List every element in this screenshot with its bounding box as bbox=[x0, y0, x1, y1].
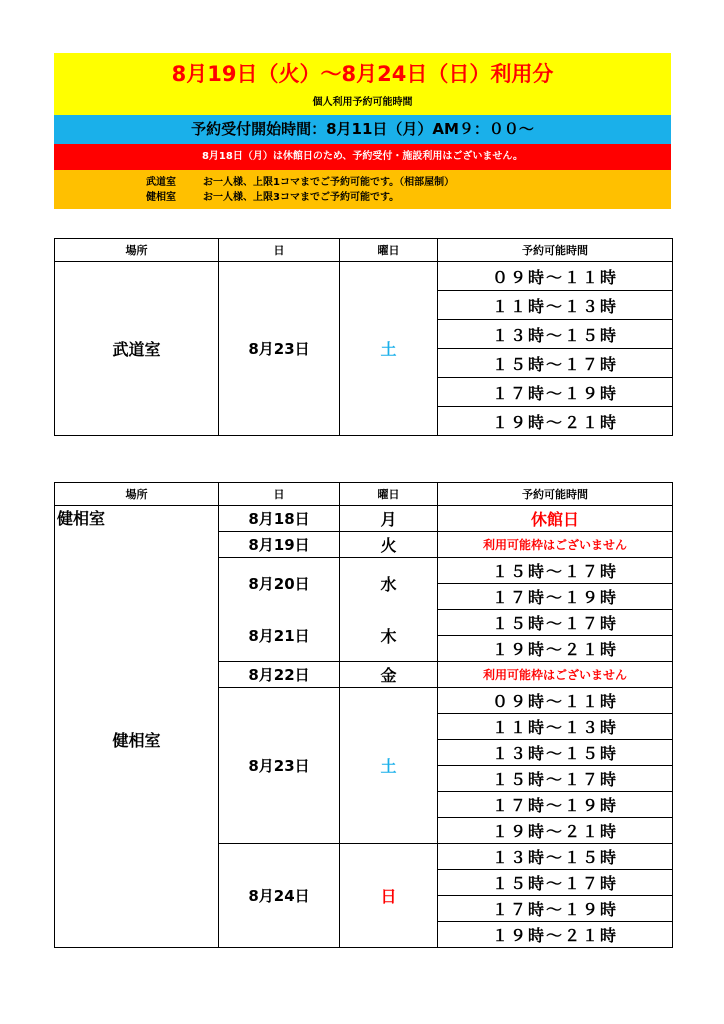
notice-header bbox=[54, 53, 671, 209]
weekday-cell: 土 bbox=[340, 262, 438, 436]
time-slot: １１時～１３時 bbox=[438, 291, 673, 320]
budo-schedule-table bbox=[54, 238, 673, 436]
date-cell: 8月23日 bbox=[219, 688, 340, 844]
weekday-cell: 土 bbox=[340, 688, 438, 844]
time-slot: １７時～１９時 bbox=[438, 792, 673, 818]
time-slot: １９時～２１時 bbox=[438, 922, 673, 948]
page-subtitle: 個人利用予約可能時間 bbox=[312, 97, 413, 108]
date-cell: 8月22日 bbox=[219, 662, 340, 688]
time-slot: １１時～１３時 bbox=[438, 714, 673, 740]
time-slot: １３時～１５時 bbox=[438, 320, 673, 349]
time-slot: １７時～１９時 bbox=[438, 378, 673, 407]
time-slot: １５時～１７時 bbox=[438, 349, 673, 378]
time-slot: １５時～１７時 bbox=[438, 610, 673, 636]
weekday-cell: 金 bbox=[340, 662, 438, 688]
rule-budo bbox=[54, 170, 671, 190]
reservation-start-banner: 予約受付開始時間：8月11日（月）AM９：００～ bbox=[54, 115, 671, 144]
no-slots-cell: 利用可能枠はございません bbox=[438, 662, 673, 688]
no-slots-cell: 利用可能枠はございません bbox=[438, 532, 673, 558]
table-header-row bbox=[55, 239, 673, 262]
column-header: 曜日 bbox=[340, 239, 438, 262]
date-cell: 8月20日 bbox=[219, 558, 340, 610]
page-title: 8月19日（火）～8月24日（日）利用分 bbox=[171, 62, 554, 86]
date-cell: 8月19日 bbox=[219, 532, 340, 558]
rule-text: お一人様、上限3コマまでご予約可能です。 bbox=[203, 192, 400, 203]
date-cell: 8月24日 bbox=[219, 844, 340, 948]
column-header: 日 bbox=[219, 239, 340, 262]
title-banner bbox=[54, 53, 671, 115]
column-header: 予約可能時間 bbox=[438, 239, 673, 262]
column-header: 場所 bbox=[55, 239, 219, 262]
time-slot: １９時～２１時 bbox=[438, 636, 673, 662]
rule-text: お一人様、上限1コマまでご予約可能です。（相部屋制） bbox=[203, 177, 455, 188]
table-row bbox=[55, 506, 673, 532]
rule-room: 健相室 bbox=[146, 192, 176, 203]
closed-day-notice: 8月18日（月）は休館日のため、予約受付・施設利用はございません。 bbox=[54, 144, 671, 170]
column-header: 予約可能時間 bbox=[438, 483, 673, 506]
column-header: 日 bbox=[219, 483, 340, 506]
time-slot: １３時～１５時 bbox=[438, 740, 673, 766]
time-slot: １５時～１７時 bbox=[438, 870, 673, 896]
table-row bbox=[55, 262, 673, 291]
weekday-cell: 木 bbox=[340, 610, 438, 662]
table-row bbox=[55, 532, 673, 558]
time-slot: １９時～２１時 bbox=[438, 818, 673, 844]
weekday-cell: 水 bbox=[340, 558, 438, 610]
time-slot: ０９時～１１時 bbox=[438, 688, 673, 714]
time-slot: １７時～１９時 bbox=[438, 896, 673, 922]
kenso-schedule-table bbox=[54, 482, 673, 948]
date-cell: 8月18日 bbox=[219, 506, 340, 532]
weekday-cell: 月 bbox=[340, 506, 438, 532]
time-slot: ０９時～１１時 bbox=[438, 262, 673, 291]
rule-kenso bbox=[54, 190, 671, 205]
time-slot: １９時～２１時 bbox=[438, 407, 673, 436]
date-cell: 8月23日 bbox=[219, 262, 340, 436]
weekday-cell: 火 bbox=[340, 532, 438, 558]
rule-room: 武道室 bbox=[146, 177, 176, 188]
time-slot: １５時～１７時 bbox=[438, 558, 673, 584]
column-header: 曜日 bbox=[340, 483, 438, 506]
table-header-row bbox=[55, 483, 673, 506]
time-slot: １３時～１５時 bbox=[438, 844, 673, 870]
closed-day-cell: 休館日 bbox=[438, 506, 673, 532]
place-label-top: 健相室 bbox=[55, 506, 219, 532]
date-cell: 8月21日 bbox=[219, 610, 340, 662]
weekday-cell: 日 bbox=[340, 844, 438, 948]
time-slot: １５時～１７時 bbox=[438, 766, 673, 792]
reservation-rules bbox=[54, 170, 671, 209]
column-header: 場所 bbox=[55, 483, 219, 506]
place-cell: 武道室 bbox=[55, 262, 219, 436]
time-slot: １７時～１９時 bbox=[438, 584, 673, 610]
place-cell: 健相室 bbox=[55, 532, 219, 948]
